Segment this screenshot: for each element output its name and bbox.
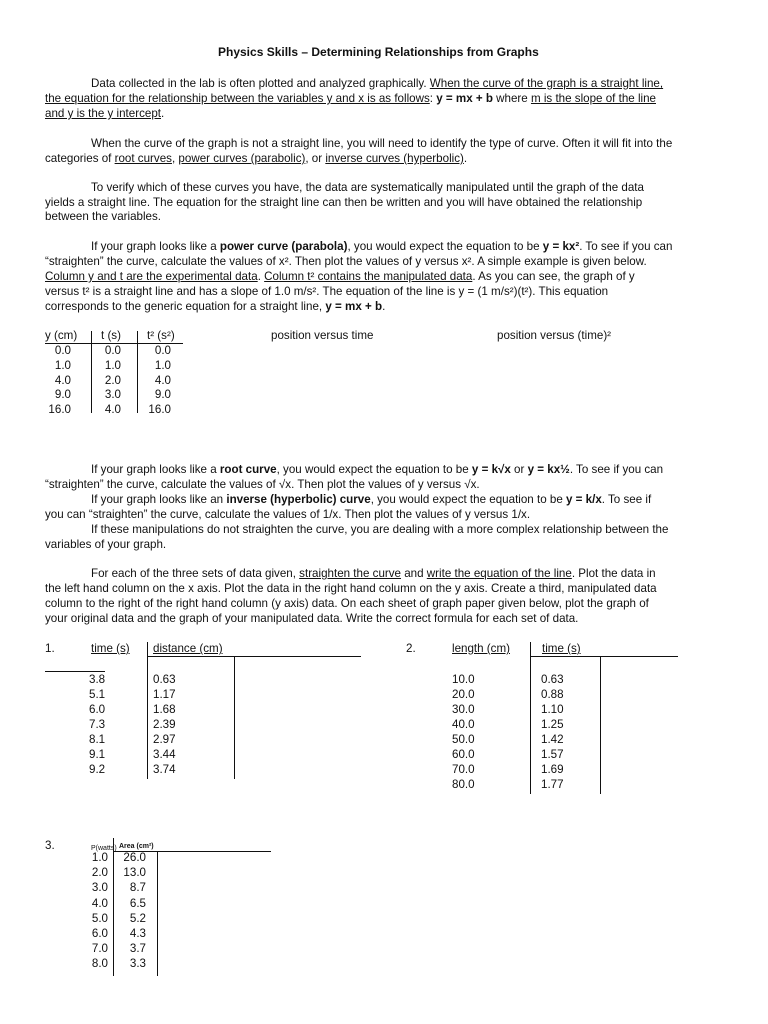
set2-row-cell: 60.0 [452,748,475,761]
para4-line2: “straighten” the curve, calculate the values of x². Then plot the values of y versus x². A simple example is given below. [45,255,647,268]
set1-header-rule [147,656,361,657]
set1-header-x: time (s) [91,642,130,655]
example-row-cell: 9.0 [154,388,171,402]
set2-number: 2. [406,642,416,655]
set1-row-cell: 8.1 [89,733,106,746]
set3-row-cell: 8.0 [91,957,108,971]
set2-header-rule [530,656,678,657]
set3-row-cell: 26.0 [123,851,146,864]
set2-row-cell: 1.42 [541,733,564,746]
set2-row-cell: 80.0 [452,778,475,791]
set1-row-cell: 6.0 [89,703,106,716]
set2-divider [530,642,531,794]
set2-row-cell: 1.25 [541,718,564,731]
set1-row-cell: 3.74 [153,763,176,776]
page-title: Physics Skills – Determining Relationships from Graphs [218,45,539,59]
set3-divider-2 [157,852,158,976]
example-row-cell: 1.0 [154,358,171,372]
example-header-t: t (s) [101,329,121,342]
set3-row-cell: 6.5 [129,896,146,910]
para4-line5: corresponds to the generic equation for a straight line, y = mx + b. [45,300,386,313]
set3-row-cell: 4.0 [91,896,108,910]
set1-row-cell: 9.2 [89,763,106,776]
set3-header-x: P(watts) [91,845,117,852]
set1-row-cell: 0.63 [153,673,176,686]
example-label-left: position versus time [271,329,374,342]
set1-row-cell: 1.17 [153,688,176,701]
set1-left-rule [45,671,105,672]
set2-row-cell: 50.0 [452,733,475,746]
example-row-cell: 2.0 [104,373,121,387]
set3-row-cell: 7.0 [91,942,108,956]
set3-row-cell: 3.3 [129,957,146,971]
set1-header-y: distance (cm) [153,642,223,655]
set3-row-cell: 2.0 [91,866,108,880]
para4-line4: versus t² is a straight line and has a slope of 1.0 m/s². The equation of the line is y = (1 m/s²)(t²). This equation [45,285,609,298]
example-row-cell: 16.0 [48,403,71,417]
para1-line2: the equation for the relationship between the variables y and x is as follows: y = mx + b where m is the slope of the line [45,92,656,105]
para3-line1: To verify which of these curves you have, the data are systematically manipulated until the graph of the data [91,181,644,194]
set1-row-cell: 7.3 [89,718,106,731]
para6-line1: For each of the three sets of data given, straighten the curve and write the equation of the line. Plot the data in [91,567,656,580]
para5-line1: If your graph looks like a root curve, you would expect the equation to be y = k√x or y = kx½. To see if you can [91,463,664,476]
set1-row-cell: 1.68 [153,703,176,716]
set2-row-cell: 30.0 [452,703,475,716]
set2-row-cell: 40.0 [452,718,475,731]
para5-line3: If your graph looks like an inverse (hyperbolic) curve, you would expect the equation to be y = k/x. To see if [91,493,652,506]
set3-number: 3. [45,839,55,852]
set1-row-cell: 3.44 [153,748,176,761]
example-row-cell: 1.0 [104,358,121,372]
set3-row-cell: 8.7 [129,881,146,895]
set2-row-cell: 0.63 [541,673,564,686]
set2-row-cell: 1.57 [541,748,564,761]
set2-row-cell: 10.0 [452,673,475,686]
para5-line2: “straighten” the curve, calculate the values of √x. Then plot the values of y versus √x. [45,478,480,491]
example-row-cell: 4.0 [104,403,121,417]
set3-row-cell: 5.2 [129,911,146,925]
set2-row-cell: 0.88 [541,688,564,701]
set1-row-cell: 5.1 [89,688,106,701]
set2-header-y: time (s) [542,642,581,655]
para2-line1: When the curve of the graph is not a straight line, you will need to identify the type of curve. Often it will fit into the [91,137,673,150]
set3-row-cell: 13.0 [123,866,146,880]
para5-line5: If these manipulations do not straighten the curve, you are dealing with a more complex relationship between the [91,523,669,536]
set1-row-cell: 9.1 [89,748,106,761]
example-label-right: position versus (time)² [497,329,612,342]
example-row-cell: 4.0 [54,373,71,387]
para1-line3: and y is the y intercept. [45,107,165,120]
example-row-cell: 4.0 [154,373,171,387]
set2-row-cell: 70.0 [452,763,475,776]
example-row-cell: 0.0 [104,344,121,357]
para6-line3: column to the right of the right hand column (y axis) data. On each sheet of graph paper given below, plot the graph of [45,597,649,610]
set2-header-x: length (cm) [452,642,510,655]
example-row-cell: 9.0 [54,388,71,402]
set1-row-cell: 2.39 [153,718,176,731]
para3-line3: between the variables. [45,210,162,223]
set1-divider [147,642,148,779]
para4-line1: If your graph looks like a power curve (parabola), you would expect the equation to be y = kx². To see if you can [91,240,673,253]
set2-row-cell: 1.69 [541,763,564,776]
set3-row-cell: 1.0 [91,851,108,864]
para6-line2: the left hand column on the x axis. Plot the data in the right hand column on the y axis. Create a third, manipulated data [45,582,657,595]
set1-divider-2 [234,657,235,779]
set3-row-cell: 3.0 [91,881,108,895]
set2-divider-2 [600,657,601,794]
set2-row-cell: 20.0 [452,688,475,701]
para4-line3: Column y and t are the experimental data. Column t² contains the manipulated data. As you can see, the graph of y [45,270,635,283]
para2-line2: categories of root curves, power curves (parabolic), or inverse curves (hyperbolic). [45,152,468,165]
para6-line4: your original data and the graph of your manipulated data. Write the correct formula for each set of data. [45,612,579,625]
para5-line4: you can “straighten” the curve, calculate the values of 1/x. Then plot the values of y versus 1/x. [45,508,531,521]
set1-row-cell: 2.97 [153,733,176,746]
set2-row-cell: 1.77 [541,778,564,791]
example-row-cell: 1.0 [54,358,71,372]
para3-line2: yields a straight line. The equation for the straight line can then be written and you will have obtained the relationship [45,196,643,209]
example-header-y: y (cm) [45,329,78,342]
example-header-t2: t² (s²) [147,329,175,342]
para5-line6: variables of your graph. [45,538,167,551]
example-row-cell: 0.0 [54,344,71,357]
set3-row-cell: 5.0 [91,911,108,925]
set3-row-cell: 3.7 [129,942,146,956]
set2-row-cell: 1.10 [541,703,564,716]
set3-header-y: Area (cm²) [119,843,154,850]
example-row-cell: 16.0 [148,403,171,417]
set3-row-cell: 4.3 [129,927,146,940]
example-row-cell: 3.0 [104,388,121,402]
example-row-cell: 0.0 [154,344,171,357]
para1-line1: Data collected in the lab is often plotted and analyzed graphically. When the curve of the graph is a straight line, [91,77,664,90]
set1-row-cell: 3.8 [89,673,106,686]
set3-row-cell: 6.0 [91,927,108,940]
set1-number: 1. [45,642,55,655]
